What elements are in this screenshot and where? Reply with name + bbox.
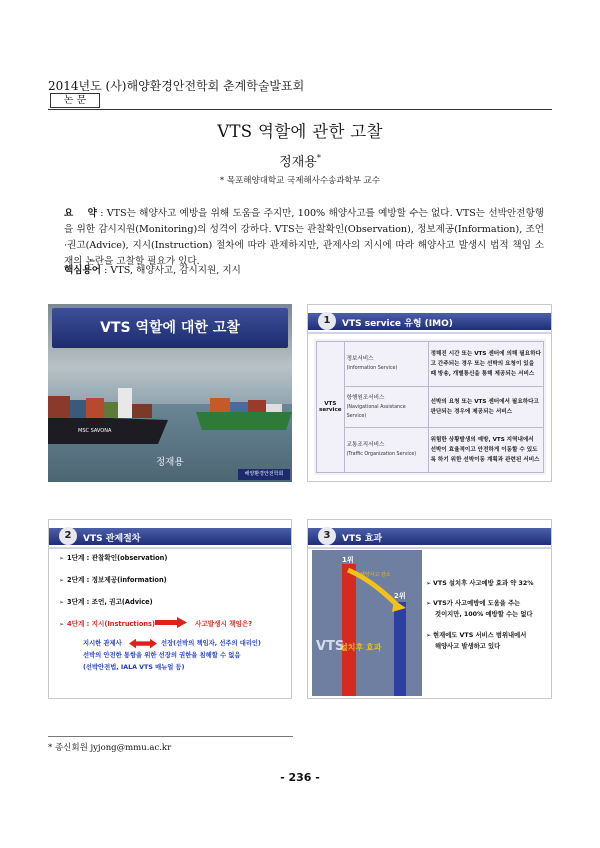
slide-heading: VTS 관제절차	[83, 534, 141, 544]
effect-label: 설치후 효과	[340, 643, 382, 652]
effect-graphic	[312, 550, 422, 696]
second-ship-image	[196, 394, 292, 434]
step-item: ➢ 1단계 : 관찰확인(observation)	[59, 554, 168, 562]
service-name: 교통조직서비스 (Traffic Organization Service)	[344, 427, 428, 472]
service-table	[316, 341, 544, 473]
responsibility-question: 사고발생시 책임은?	[195, 620, 253, 628]
slide-author-name: 정재용	[156, 457, 184, 468]
keywords-text: : VTS, 해양사고, 감시지원, 지시	[101, 265, 241, 276]
slide-footer-logo: 해양환경안전학회	[238, 469, 290, 480]
service-name: 정보서비스 (Information Service)	[344, 342, 428, 387]
bullet-arrow-icon: ➢	[59, 577, 65, 584]
service-desc: 정해진 시간 또는 VTS 센터에 의해 필요하다고 간주되는 경우 또는 선박의 요청이 있을 때 방송, 개별통신을 통해 제공되는 서비스	[428, 342, 543, 387]
abstract-text: : VTS는 해양사고 예방을 위해 도움을 주지만, 100% 해양사고를 예방할 수는 없다. VTS는 선박안전항행을 위한 감시지원(Monitoring)의 성격이 강하다. VTS는 관찰확인(Observation), 정보제공(Information), 조언·권고(Advice), 지시(Instruction) 절차에 따라 관제하지만, 관제사의 지시에 따라 해양사고 발생시 법적 책임 소재의 논란을 고찰할 필요가 있다.	[64, 208, 544, 267]
table-row	[317, 387, 544, 428]
page-number: - 236 -	[280, 771, 320, 784]
note-line: 선장(선박의 책임자, 선주의 대리인)	[161, 640, 261, 647]
bullet-arrow-icon: ➢	[426, 632, 432, 639]
rank-label: 1위	[342, 556, 354, 564]
step-item: ➢ 2단계 : 정보제공(information)	[59, 576, 167, 584]
slide-number-badge: 1	[318, 312, 336, 330]
bullet-arrow-icon: ➢	[426, 580, 432, 587]
step-item: ➢ 3단계 : 조언, 권고(Advice)	[59, 598, 153, 606]
note-line: (선박안전법, IALA VTS 매뉴얼 등)	[83, 664, 185, 671]
keywords-label: 핵심용어	[64, 265, 102, 276]
bullet-arrow-icon: ➢	[59, 621, 65, 628]
rank-label: 2위	[394, 592, 406, 600]
service-name: 항행원조서비스 (Navigational Assistance Service)	[344, 387, 428, 428]
slide-heading: VTS service 유형 (IMO)	[342, 319, 453, 329]
note-line: 선박의 안전한 통항을 위한 선장의 권한을 침해할 수 없음	[83, 652, 241, 659]
bullet-arrow-icon: ➢	[59, 555, 65, 562]
note-line: 지시한 관제사	[83, 640, 122, 647]
group-label: VTS service	[317, 342, 345, 473]
container-ship-image	[48, 386, 188, 446]
keywords	[64, 262, 241, 276]
slide-header	[49, 520, 291, 550]
service-table-panel	[314, 339, 546, 475]
slide-service-types	[307, 304, 552, 482]
slide-header	[308, 520, 551, 550]
slide-procedure	[48, 519, 292, 699]
table-row	[317, 427, 544, 472]
vts-label: VTS	[316, 639, 345, 654]
slide-header	[308, 305, 551, 335]
header-rule	[48, 109, 552, 110]
paper-title: VTS 역할에 관한 고찰	[217, 122, 383, 141]
slide-effect	[307, 519, 552, 699]
caption-label: 해양사고 감소	[360, 572, 391, 578]
slide-number-badge: 3	[318, 527, 336, 545]
list-item: ➢ VTS가 사고예방에 도움을 주는 것이지만, 100% 예방할 수는 없다	[426, 600, 533, 618]
double-arrow-icon	[129, 638, 157, 649]
bullet-arrow-icon: ➢	[426, 600, 432, 607]
slide-number-badge: 2	[59, 527, 77, 545]
affiliation: * 목포해양대학교 국제해사수송과학부 교수	[219, 176, 381, 186]
service-desc: 선박의 요청 또는 VTS 센터에서 필요하다고 판단되는 경우에 제공되는 서비스	[428, 387, 543, 428]
bullet-arrow-icon: ➢	[59, 599, 65, 606]
slide-title	[48, 304, 292, 482]
list-item: ➢ VTS 설치후 사고예방 효과 약 32%	[426, 580, 534, 587]
conference-header: 2014년도 (사)해양환경안전학회 춘계학술발표회	[48, 79, 305, 93]
footnote-rule	[48, 736, 293, 737]
list-item: ➢ 현재에도 VTS 서비스 범위내에서 해양사고 발생하고 있다	[426, 632, 527, 650]
footnote: * 종신회원 jyjong@mmu.ac.kr	[48, 743, 172, 753]
slide-title-text: VTS 역할에 대한 고찰	[52, 308, 288, 348]
ship-name-label: MSC SAVONA	[78, 428, 112, 434]
service-desc: 위험한 상황발생의 예방, VTS 지역내에서 선박이 효율적이고 안전하게 이동할 수 있도록 하기 위한 선박이동 계획과 관련된 서비스	[428, 427, 543, 472]
step-item-highlight: ➢ 4단계 : 지시(Instructions)	[59, 620, 155, 628]
right-arrow-icon	[155, 617, 187, 628]
author-name: 정재용*	[279, 153, 321, 170]
abstract	[64, 206, 544, 270]
table-row	[317, 342, 544, 387]
paper-type-badge: 논 문	[50, 93, 100, 108]
abstract-label: 요 약	[64, 208, 97, 219]
slide-heading: VTS 효과	[342, 534, 383, 544]
